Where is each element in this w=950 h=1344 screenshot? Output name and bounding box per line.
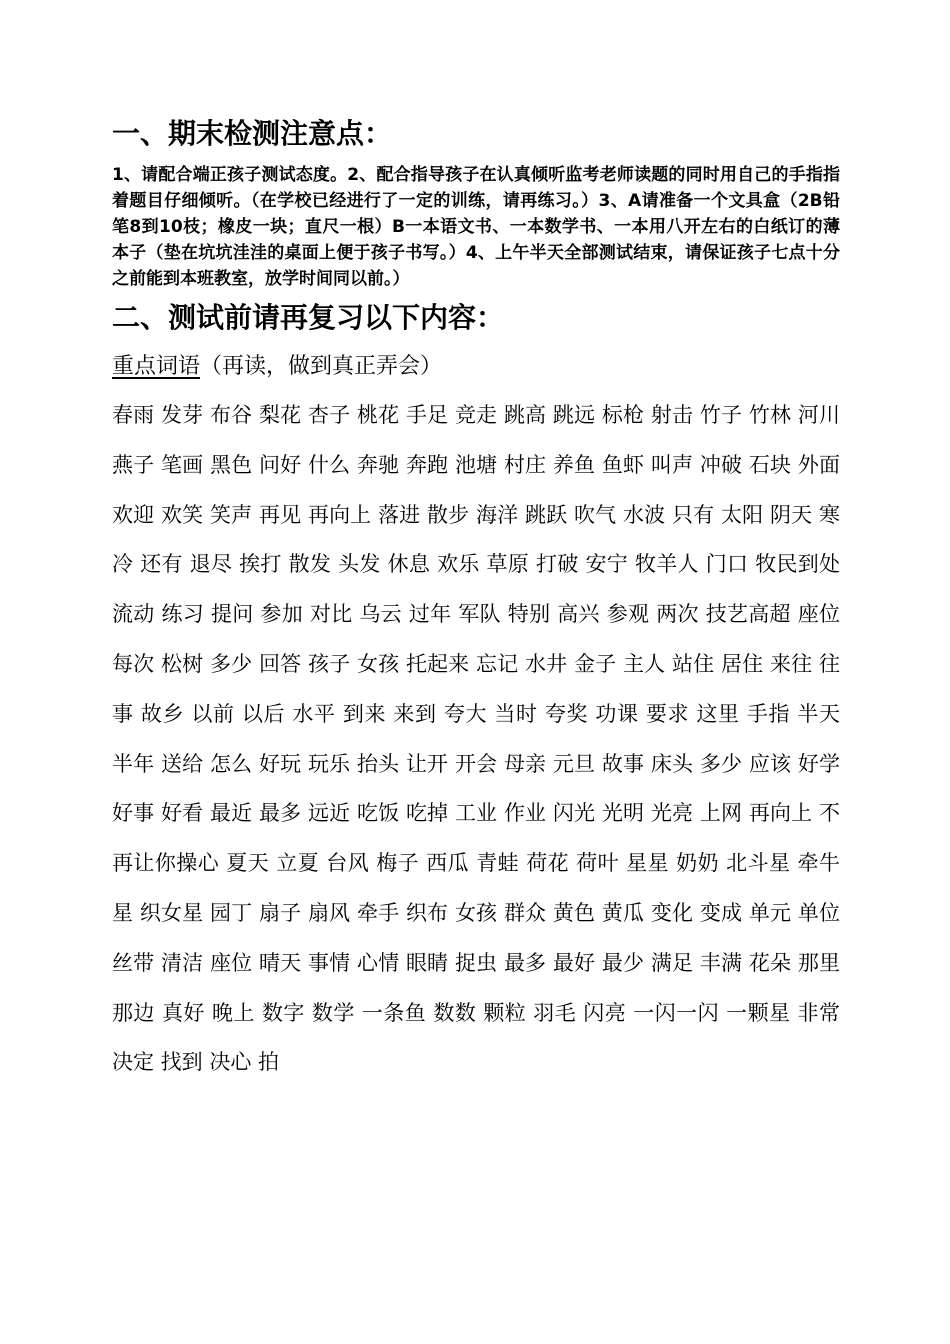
section1-title: 一、期末检测注意点： [112, 117, 393, 150]
key-words-label: 重点词语 [112, 354, 201, 379]
section2-title: 二、测试前请再复习以下内容： [112, 301, 505, 334]
key-words-subheading [112, 350, 840, 384]
exam-notes-paragraph: 1、请配合端正孩子测试态度。2、配合指导孩子在认真倾听监考老师读题的同时用自己的手指指着题目仔细倾听。（在学校已经进行了一定的训练，请再练习。）3、A请准备一个文具盒（2B铅笔8到10枝；橡皮一块；直尺一根）B一本语文书、一本数学书、一本用八开左右的白纸订的薄本子（垫在坑坑洼洼的桌面上便于孩子书写。）4、上午半天全部测试结束，请保证孩子七点十分之前能到本班教室，放学时间同以前。） [112, 165, 840, 289]
vocabulary-list: 春雨 发芽 布谷 梨花 杏子 桃花 手足 竞走 跳高 跳远 标枪 射击 竹子 竹林 河川 燕子 笔画 黑色 问好 什么 奔驰 奔跑 池塘 村庄 养鱼 鱼虾 叫声 冲破 石块 外面 欢迎 欢笑 笑声 再见 再向上 落进 散步 海洋 跳跃 吹气 水波 只有 太阳 阴天 寒冷 还有 退尽 挨打 散发 头发 休息 欢乐 草原 打破 安宁 牧羊人 门口 牧民到处 流动 练习 提问 参加 对比 乌云 过年 军队 特别 高兴 参观 两次 技艺高超 座位 每次 松树 多少 回答 孩子 女孩 托起来 忘记 水井 金子 主人 站住 居住 来往 往事 故乡 以前 以后 水平 到来 来到 夸大 当时 夸奖 功课 要求 这里 手指 半天 半年 送给 怎么 好玩 玩乐 抬头 让开 开会 母亲 元旦 故事 床头 多少 应该 好学 好事 好看 最近 最多 远近 吃饭 吃掉 工业 作业 闪光 光明 光亮 上网 再向上 不再让你操心 夏天 立夏 台风 梅子 西瓜 青蛙 荷花 荷叶 星星 奶奶 北斗星 牵牛星 织女星 园丁 扇子 扇风 牵手 织布 女孩 群众 黄色 黄瓜 变化 变成 单元 单位 丝带 清洁 座位 晴天 事情 心情 眼睛 捉虫 最多 最好 最少 满足 丰满 花朵 那里 那边 真好 晚上 数字 数学 一条鱼 数数 颗粒 羽毛 闪亮 一闪一闪 一颗星 非常 决定 找到 决心 拍 [112, 403, 840, 1075]
document-page [112, 112, 840, 1088]
key-words-note: （再读，做到真正弄会） [200, 354, 443, 379]
